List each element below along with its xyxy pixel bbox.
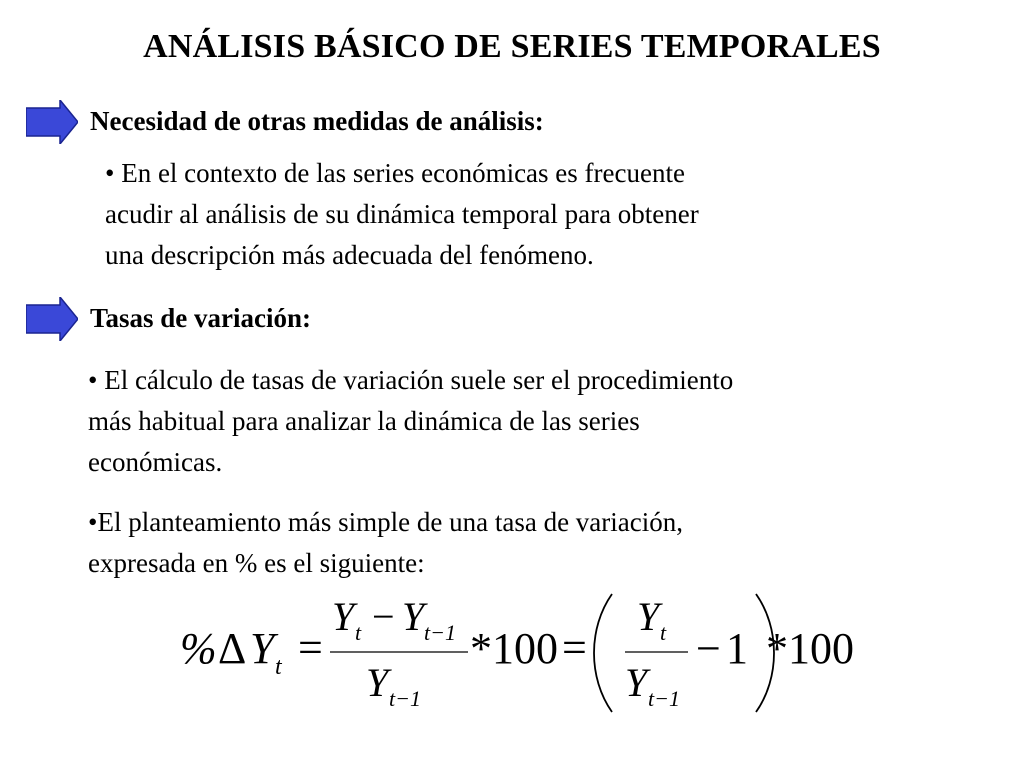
percent-symbol: % — [180, 624, 217, 673]
text-line: •El planteamiento más simple de una tasa de variación, — [88, 507, 684, 537]
subscript-t-minus-1: t−1 — [648, 686, 680, 711]
numerator-y: Y — [332, 594, 355, 639]
delta-symbol: Δ — [218, 624, 247, 673]
slide-title: ANÁLISIS BÁSICO DE SERIES TEMPORALES — [143, 28, 881, 65]
minus-sign: − — [696, 624, 721, 673]
subscript-t: t — [275, 654, 282, 680]
left-parenthesis — [594, 594, 612, 712]
numerator-y: Y — [637, 594, 660, 639]
equals-sign: = — [562, 623, 587, 672]
text-line: • En el contexto de las series económicas es frecuente — [105, 158, 685, 188]
numerator-y-lag: Y — [402, 594, 425, 639]
paragraph-calculation — [88, 360, 733, 483]
section-heading-rates: Tasas de variación: — [90, 303, 312, 333]
text-line: económicas. — [88, 447, 223, 477]
section-heading-measures: Necesidad de otras medidas de análisis: — [90, 106, 544, 136]
denominator-y: Y — [366, 660, 389, 705]
equals-sign: = — [298, 623, 323, 672]
times-100: *100 — [470, 624, 558, 673]
paragraph-approach — [88, 502, 683, 584]
arrow-right-icon — [26, 297, 78, 341]
subscript-t: t — [355, 620, 362, 645]
subscript-t: t — [660, 620, 667, 645]
text-line: acudir al análisis de su dinámica temporal para obtener — [105, 199, 699, 229]
times-100: *100 — [766, 624, 854, 673]
text-line: expresada en % es el siguiente: — [88, 548, 425, 578]
y-variable: Y — [250, 624, 275, 673]
denominator-y: Y — [625, 660, 648, 705]
text-line: más habitual para analizar la dinámica de las series — [88, 406, 640, 436]
text-line: • El cálculo de tasas de variación suele ser el procedimiento — [88, 365, 734, 395]
variation-rate-formula — [170, 588, 870, 718]
text-line: una descripción más adecuada del fenómeno. — [105, 240, 594, 270]
number-one: 1 — [726, 624, 748, 673]
subscript-t-minus-1: t−1 — [424, 620, 456, 645]
arrow-right-icon — [26, 100, 78, 144]
paragraph-context — [105, 153, 699, 276]
minus-sign: − — [372, 594, 395, 639]
subscript-t-minus-1: t−1 — [389, 686, 421, 711]
